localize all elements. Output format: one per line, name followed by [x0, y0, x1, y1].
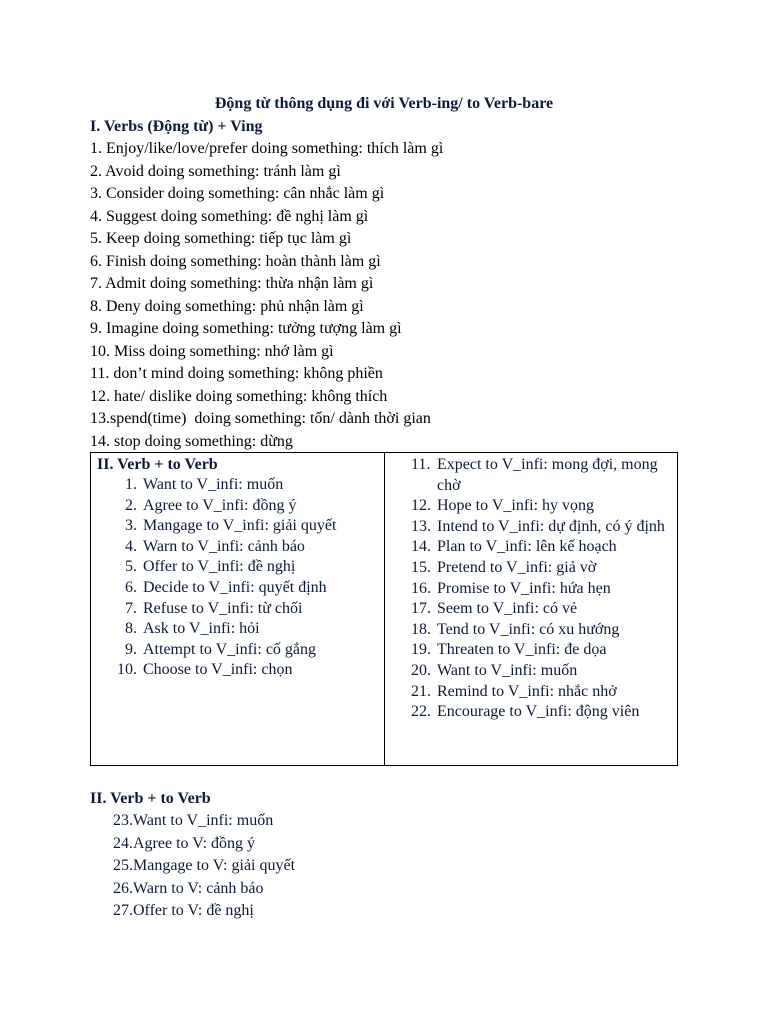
- list-item: [411, 558, 671, 579]
- item-text: Promise to V_infi: hứa hẹn: [437, 579, 611, 597]
- list-item: 24.Agree to V: đồng ý: [113, 834, 256, 852]
- table-column-divider: [384, 453, 385, 765]
- item-text: Agree to V_infi: đồng ý: [143, 496, 297, 514]
- item-text: Mangage to V_infi: giải quyết: [143, 517, 337, 535]
- list-item: [411, 620, 671, 641]
- item-number: 15.: [411, 558, 431, 576]
- section-1-heading: I. Verbs (Động từ) + Ving: [90, 118, 263, 135]
- item-number: 12.: [411, 497, 431, 515]
- item-text: Threaten to V_infi: đe dọa: [437, 641, 607, 659]
- list-item: [97, 516, 377, 537]
- list-item: [411, 517, 671, 538]
- item-text: Warn to V_infi: cảnh báo: [143, 537, 305, 555]
- item-text: Want to V_infi: muốn: [437, 661, 578, 679]
- item-number: 10.: [117, 661, 137, 679]
- list-item: 25.Mangage to V: giải quyết: [113, 857, 296, 874]
- list-item: [97, 496, 377, 517]
- list-item: 5. Keep doing something: tiếp tục làm gì: [90, 230, 352, 247]
- list-item: 14. stop doing something: dừng: [90, 432, 293, 450]
- list-item: 26.Warn to V: cảnh báo: [113, 879, 264, 897]
- item-text: Attempt to V_infi: cố gắng: [143, 640, 317, 658]
- item-text: Choose to V_infi: chọn: [143, 661, 293, 679]
- list-item: 8. Deny doing something: phủ nhận làm gì: [90, 297, 364, 315]
- list-item: [411, 682, 671, 703]
- list-item: [97, 660, 377, 681]
- item-number: 16.: [411, 579, 431, 597]
- item-number: 17.: [411, 600, 431, 618]
- list-item: [97, 599, 377, 620]
- item-text: Ask to V_infi: hỏi: [143, 620, 260, 638]
- list-item: 9. Imagine doing something: tưởng tượng làm gì: [90, 320, 402, 337]
- item-number: 22.: [411, 703, 431, 721]
- list-item: 4. Suggest doing something: đề nghị làm gì: [90, 207, 369, 225]
- list-item: 12. hate/ dislike doing something: không thích: [90, 387, 388, 405]
- item-text: Tend to V_infi: có xu hướng: [437, 620, 620, 638]
- item-text: Plan to V_infi: lên kế hoạch: [437, 538, 617, 556]
- list-item: [411, 537, 671, 558]
- item-number: 20.: [411, 661, 431, 679]
- table-left-list: [97, 475, 377, 681]
- item-text: Seem to V_infi: có vẻ: [437, 600, 578, 618]
- item-number: 8.: [125, 620, 137, 638]
- list-item: [97, 557, 377, 578]
- item-number: 3.: [125, 517, 137, 535]
- item-number: 5.: [125, 558, 137, 576]
- table-right-list: [411, 455, 671, 723]
- list-item: 1. Enjoy/like/love/prefer doing something: thích làm gì: [90, 140, 444, 157]
- item-number: 19.: [411, 641, 431, 659]
- list-item: [97, 619, 377, 640]
- item-number: 7.: [125, 599, 137, 617]
- item-number: 2.: [125, 496, 137, 514]
- list-item: 27.Offer to V: đề nghị: [113, 902, 254, 919]
- list-item: [97, 640, 377, 661]
- section-1-list: [90, 138, 443, 453]
- item-number: 1.: [125, 476, 137, 493]
- list-item: 3. Consider doing something: cân nhắc làm gì: [90, 185, 385, 202]
- list-item: [411, 640, 671, 661]
- list-item: [411, 661, 671, 682]
- verb-table: [90, 452, 678, 766]
- item-text: Expect to V_infi: mong đợi, mong chờ: [437, 456, 658, 494]
- section-3-heading: II. Verb + to Verb: [90, 790, 211, 807]
- item-number: 9.: [125, 640, 137, 658]
- table-left-column: [97, 455, 377, 681]
- item-number: 14.: [411, 538, 431, 556]
- document-title: Động từ thông dụng đi với Verb-ing/ to Verb-bare: [214, 95, 554, 112]
- item-text: Offer to V_infi: đề nghị: [143, 558, 296, 576]
- list-item: 2. Avoid doing something: tránh làm gì: [90, 162, 341, 180]
- item-text: Want to V_infi: muốn: [143, 476, 284, 493]
- item-number: 21.: [411, 682, 431, 700]
- section-3-list: [113, 810, 295, 923]
- list-item: 11. don’t mind doing something: không phiền: [90, 365, 383, 382]
- item-text: Hope to V_infi: hy vọng: [437, 497, 595, 515]
- item-text: Encourage to V_infi: động viên: [437, 703, 640, 721]
- item-text: Refuse to V_infi: từ chối: [143, 599, 303, 617]
- list-item: 6. Finish doing something: hoàn thành làm gì: [90, 252, 381, 270]
- table-right-column: [411, 455, 671, 723]
- list-item: [411, 702, 671, 723]
- list-item: [411, 455, 671, 496]
- item-text: Decide to V_infi: quyết định: [143, 578, 327, 596]
- table-left-heading: II. Verb + to Verb: [97, 456, 218, 473]
- item-text: Intend to V_infi: dự định, có ý định: [437, 517, 665, 535]
- item-number: 18.: [411, 620, 431, 638]
- list-item: [411, 599, 671, 620]
- list-item: 23.Want to V_infi: muốn: [113, 812, 274, 829]
- item-number: 11.: [411, 456, 431, 473]
- list-item: 10. Miss doing something: nhớ làm gì: [90, 342, 334, 360]
- item-number: 4.: [125, 537, 137, 555]
- list-item: [411, 579, 671, 600]
- item-number: 13.: [411, 517, 431, 535]
- item-text: Pretend to V_infi: giả vờ: [437, 558, 597, 576]
- list-item: [97, 537, 377, 558]
- list-item: [411, 496, 671, 517]
- list-item: 13.spend(time) doing something: tốn/ dành thời gian: [90, 410, 431, 427]
- list-item: 7. Admit doing something: thừa nhận làm gì: [90, 275, 374, 292]
- item-text: Remind to V_infi: nhắc nhở: [437, 682, 617, 700]
- list-item: [97, 475, 377, 496]
- item-number: 6.: [125, 578, 137, 596]
- list-item: [97, 578, 377, 599]
